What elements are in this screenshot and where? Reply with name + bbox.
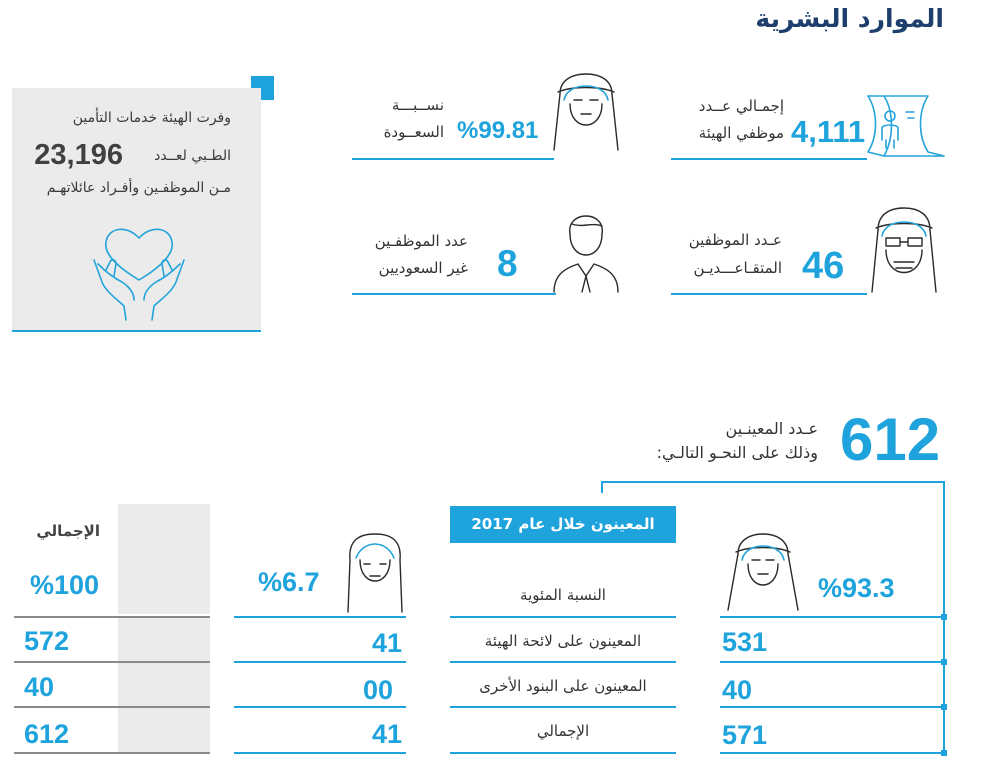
label-rule-2 <box>450 661 676 663</box>
women-percentage: %6.7 <box>258 567 320 597</box>
stat-total-employees-value: 4,111 <box>791 114 866 149</box>
benefits-line-1: وفرت الهيئة خدمات التأمين <box>72 110 231 126</box>
women-rule-1 <box>234 616 406 618</box>
page-title: الموارد البشرية <box>755 4 944 33</box>
benefits-count-row <box>11 136 231 172</box>
stat-total-employees-label-2: موظفي الهيئة <box>698 124 784 142</box>
saudi-man-small-icon <box>722 530 804 616</box>
stat-total-employees-label-1: إجمـالي عــدد <box>698 97 784 115</box>
benefits-line-2: الطـبي لعــدد <box>154 148 231 164</box>
row-label-total: الإجمالي <box>536 722 590 740</box>
heart-hands-icon <box>84 220 194 322</box>
men-total: 571 <box>722 720 768 750</box>
stat-retired-underline <box>671 293 867 295</box>
total-authority-regulation: 572 <box>24 626 70 656</box>
total-rule-2 <box>14 661 210 663</box>
appointees-label-1: عـدد المعينـين <box>725 419 818 438</box>
total-header: الإجمالي <box>36 522 100 540</box>
women-rule-3 <box>234 706 406 708</box>
businessman-icon <box>548 204 624 296</box>
stat-saudization-label-1: نســبـــة <box>391 96 444 114</box>
stat-non-saudi-label-1: عدد الموظفـين <box>374 232 468 250</box>
men-authority-regulation: 531 <box>722 627 768 657</box>
women-other-items: 00 <box>363 675 394 705</box>
total-column-shade <box>118 616 210 752</box>
total-other-items: 40 <box>24 672 55 702</box>
total-rule-3 <box>14 706 210 708</box>
table-header: المعينون خلال عام 2017 <box>450 506 676 543</box>
women-total: 41 <box>372 719 403 749</box>
stat-non-saudi-value: 8 <box>497 243 518 284</box>
retired-man-icon <box>866 204 942 296</box>
benefits-line-3: مـن الموظفـين وأفـراد عائلاتهـم <box>46 180 231 196</box>
id-card-icon <box>858 88 946 162</box>
stat-non-saudi-label-2: غير السعوديين <box>378 259 468 277</box>
men-rule-3 <box>720 706 942 708</box>
total-rule-1 <box>14 616 210 618</box>
women-authority-regulation: 41 <box>372 628 403 658</box>
label-rule-3 <box>450 706 676 708</box>
saudi-man-icon <box>546 70 626 156</box>
row-label-authority: المعينون على لائحة الهيئة <box>484 632 642 650</box>
total-total: 612 <box>24 719 70 749</box>
connector-top <box>601 481 945 483</box>
men-other-items: 40 <box>722 675 753 705</box>
total-rule-4 <box>14 752 210 754</box>
label-rule-1 <box>450 616 676 618</box>
stat-saudization-value: %99.81 <box>457 117 539 144</box>
men-percentage: %93.3 <box>818 573 895 603</box>
stat-non-saudi-underline <box>352 293 556 295</box>
stat-retired-value: 46 <box>802 245 845 287</box>
total-percentage: %100 <box>30 570 100 600</box>
appointees-label-2: وذلك على النحـو التالـي: <box>656 443 818 462</box>
stat-retired-label-1: عـدد الموظفين <box>688 231 782 249</box>
appointees-count: 612 <box>840 406 941 473</box>
stat-total-employees-underline <box>671 158 867 160</box>
benefits-count: 23,196 <box>34 139 123 171</box>
men-rule-2 <box>720 661 942 663</box>
total-header-shade <box>118 504 210 614</box>
men-rule-4 <box>720 752 942 754</box>
men-rule-1 <box>720 616 942 618</box>
connector-left-drop <box>601 481 603 493</box>
women-rule-4 <box>234 752 406 754</box>
label-rule-4 <box>450 752 676 754</box>
women-rule-2 <box>234 661 406 663</box>
benefits-box <box>12 88 261 332</box>
stat-saudization-underline <box>352 158 554 160</box>
row-label-other: المعينون على البنود الأخرى <box>479 677 647 695</box>
row-label-percentage: النسبة المئوية <box>520 586 606 604</box>
saudi-woman-icon <box>342 530 408 616</box>
stat-retired-label-2: المتقـاعـــديـن <box>693 259 782 277</box>
stat-saudization-label-2: السعــودة <box>383 123 444 141</box>
